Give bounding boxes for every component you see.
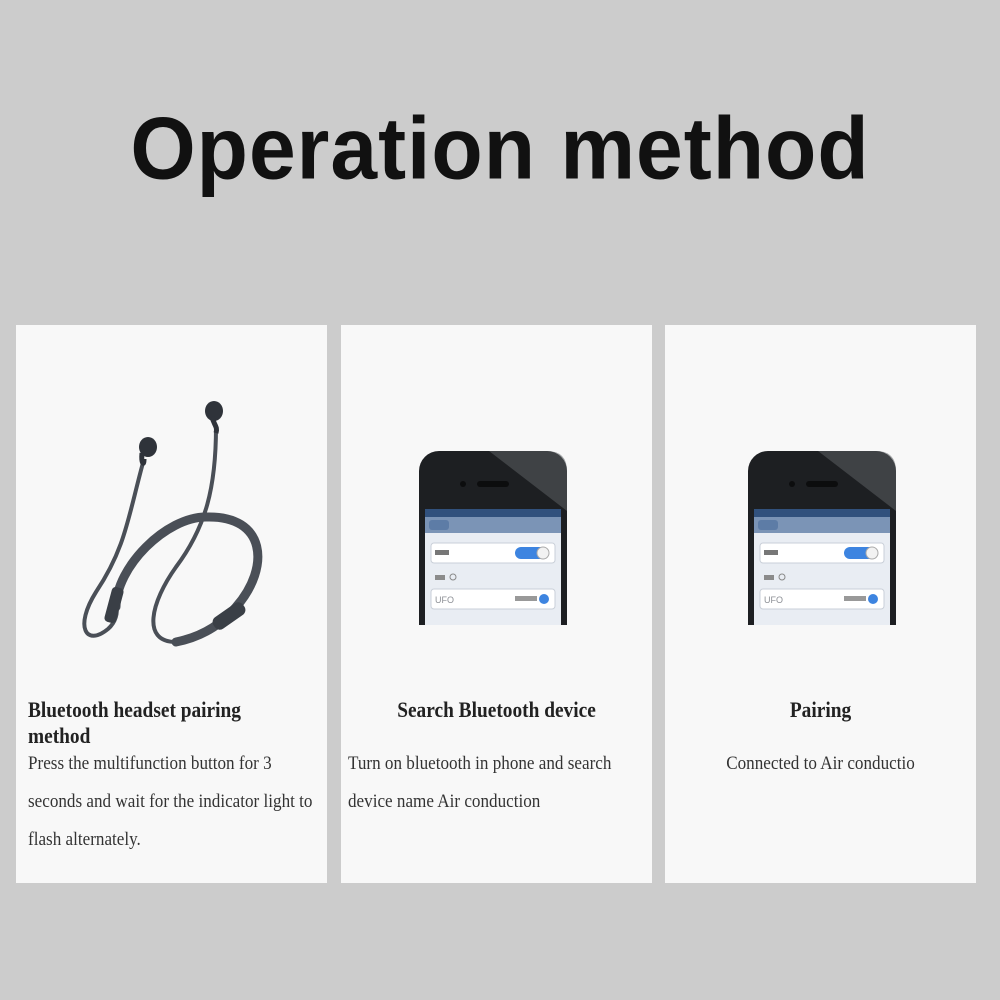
card-description: Turn on bluetooth in phone and search device name Air conduction <box>348 753 612 812</box>
phone-bluetooth-screen-illustration <box>419 451 567 625</box>
card-heading: Bluetooth headset pairing method <box>28 697 241 748</box>
card-heading: Pairing <box>789 697 852 722</box>
card-pairing <box>665 325 976 883</box>
card-headset-pairing <box>16 325 327 883</box>
card-description: Connected to Air conductio <box>726 753 915 774</box>
device-name-text: UFO <box>764 595 783 605</box>
neckband-headset-illustration <box>56 397 276 657</box>
card-description: Press the multifunction button for 3 seconds and wait for the indicator light to flash alternately. <box>28 753 313 850</box>
phone-bluetooth-screen-illustration <box>748 451 896 625</box>
device-name-text: UFO <box>435 595 454 605</box>
card-search-bluetooth <box>341 325 652 883</box>
page-title: Operation method <box>130 98 870 198</box>
card-heading: Search Bluetooth device <box>397 697 596 722</box>
